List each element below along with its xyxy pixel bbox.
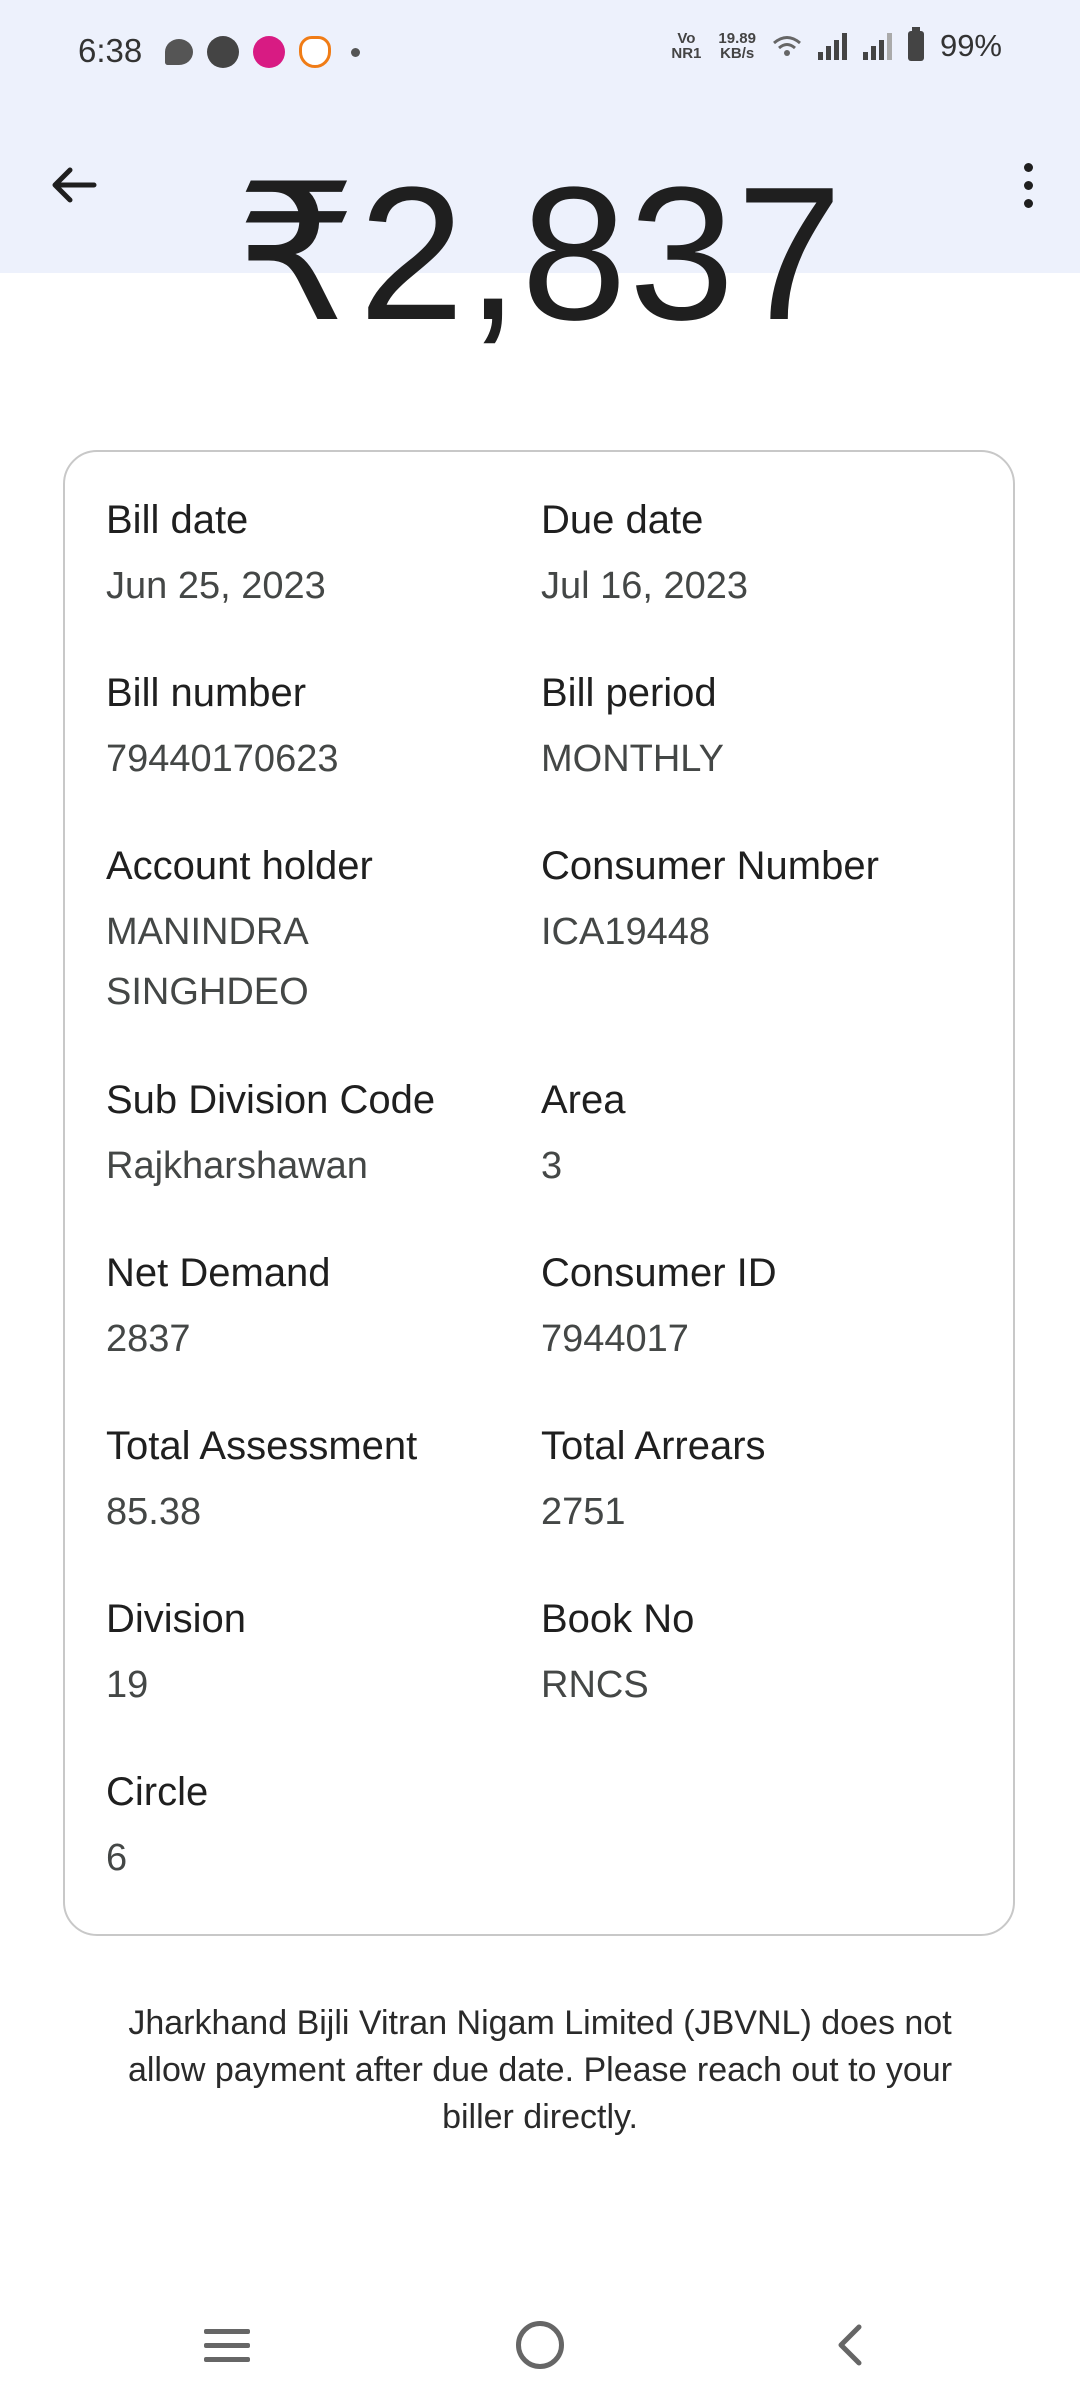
- field-value: RNCS: [541, 1664, 649, 1706]
- amount-container: [0, 148, 1080, 363]
- field-value: 7944017: [541, 1318, 689, 1360]
- field-label: Total Arrears: [541, 1424, 766, 1468]
- signal-strength-icon: [818, 32, 847, 60]
- field-label: Bill number: [106, 671, 307, 715]
- due-date-field: [541, 496, 748, 616]
- field-label: Division: [106, 1597, 247, 1641]
- area-field: [541, 1076, 626, 1196]
- shield-notification-icon: [299, 36, 331, 68]
- signal-strength-2-icon: [863, 32, 892, 60]
- field-label: Total Assessment: [106, 1424, 418, 1468]
- network-speed: [718, 31, 756, 61]
- sub-division-code-field: [106, 1076, 435, 1196]
- account-holder-field: [106, 842, 486, 1022]
- field-value: MONTHLY: [541, 738, 724, 780]
- phone-notification-icon: [207, 36, 239, 68]
- network-speed-value: 19.89: [718, 30, 756, 47]
- field-value: ICA19448: [541, 911, 711, 953]
- field-label: Due date: [541, 498, 704, 542]
- total-arrears-field: [541, 1422, 766, 1542]
- field-value: 3: [541, 1145, 563, 1187]
- bill-amount: ₹2,837: [235, 148, 845, 360]
- bill-details-card: [63, 450, 1015, 1936]
- battery-level: 99%: [939, 28, 1002, 63]
- field-label: Consumer ID: [541, 1251, 777, 1295]
- home-button[interactable]: [495, 2310, 585, 2380]
- wifi-icon: [772, 34, 802, 58]
- status-time: 6:38: [78, 32, 143, 69]
- more-notifications-icon: [351, 48, 360, 57]
- system-nav-bar: [0, 2290, 1080, 2400]
- field-label: Net Demand: [106, 1251, 331, 1295]
- net-demand-field: [106, 1249, 331, 1369]
- field-label: Sub Division Code: [106, 1078, 436, 1122]
- recent-apps-button[interactable]: [182, 2310, 272, 2380]
- payment-notice: Jharkhand Bijli Vitran Nigam Limited (JBVNL) does not allow payment after due date. Please reach out to your biller directly.: [127, 2004, 953, 2136]
- field-value: 85.38: [106, 1491, 202, 1533]
- book-no-field: [541, 1595, 694, 1715]
- nav-back-button[interactable]: [805, 2310, 895, 2380]
- chevron-left-icon: [835, 2323, 865, 2367]
- field-value: MANINDRA SINGHDEO: [106, 911, 309, 1013]
- field-label: Area: [541, 1078, 626, 1122]
- field-value: 2751: [541, 1491, 626, 1533]
- circle-field: [106, 1768, 208, 1888]
- bill-date-field: [106, 496, 326, 616]
- field-label: Book No: [541, 1597, 695, 1641]
- field-value: 6: [106, 1837, 128, 1879]
- field-value: Rajkharshawan: [106, 1145, 368, 1187]
- notification-icons: [165, 36, 360, 68]
- division-field: [106, 1595, 246, 1715]
- field-value: Jul 16, 2023: [541, 565, 749, 607]
- consumer-id-field: [541, 1249, 777, 1369]
- status-bar: [0, 0, 1080, 105]
- field-value: 79440170623: [106, 738, 339, 780]
- field-label: Circle: [106, 1770, 209, 1814]
- field-label: Consumer Number: [541, 844, 879, 888]
- network-speed-unit: KB/s: [720, 45, 755, 62]
- field-value: Jun 25, 2023: [106, 565, 326, 607]
- field-label: Bill period: [541, 671, 717, 715]
- battery-icon: [908, 31, 924, 61]
- bill-number-field: [106, 669, 338, 789]
- field-value: 19: [106, 1664, 149, 1706]
- chat-notification-icon: [165, 39, 193, 65]
- network-type-label: Vo NR1: [671, 30, 702, 62]
- field-label: Account holder: [106, 844, 373, 888]
- field-label: Bill date: [106, 498, 249, 542]
- home-circle-icon: [516, 2321, 564, 2369]
- field-value: 2837: [106, 1318, 191, 1360]
- total-assessment-field: [106, 1422, 417, 1542]
- app-notification-icon: [253, 36, 285, 68]
- consumer-number-field: [541, 842, 879, 962]
- system-icons: [670, 28, 1002, 64]
- bill-period-field: [541, 669, 724, 789]
- menu-lines-icon: [204, 2329, 250, 2362]
